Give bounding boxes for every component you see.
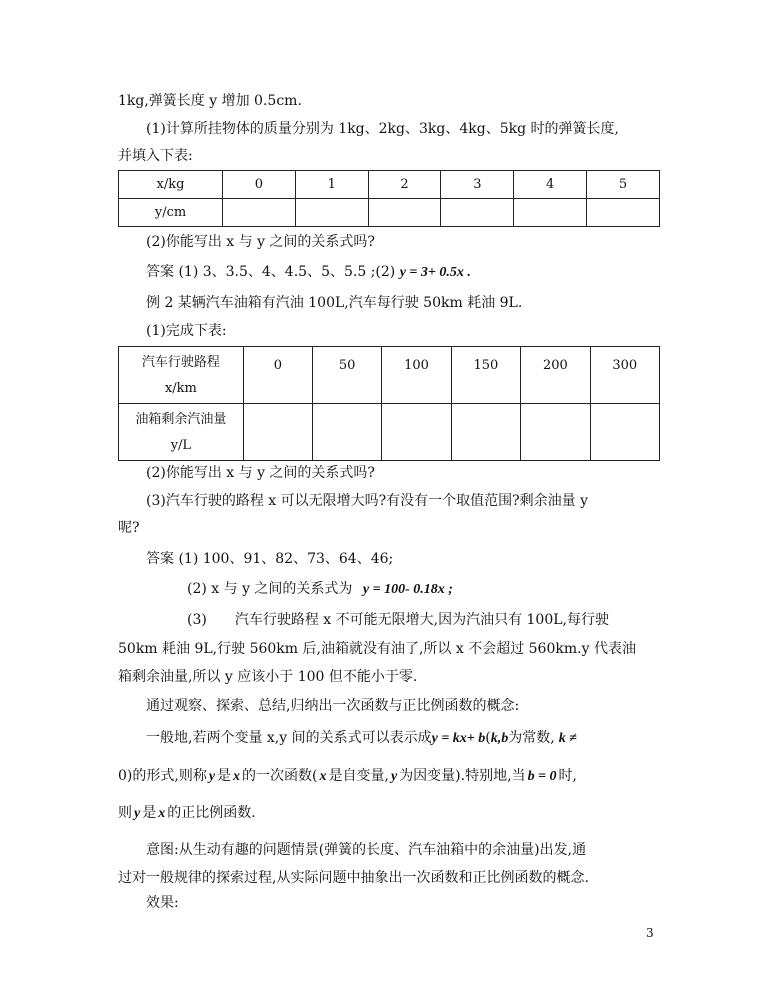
formula: y (134, 806, 141, 821)
cell-text: x/km (164, 381, 197, 396)
table-cell (312, 347, 381, 404)
table-cell (590, 404, 659, 461)
cell-text: 50 (338, 358, 356, 373)
table-cell (382, 404, 451, 461)
formula: k ≠ (558, 731, 577, 746)
cell-text: y/L (170, 438, 192, 453)
text-line: 通过观察、探索、总结,归纳出一次函数与正比例函数的概念: (146, 698, 520, 714)
cell-text: 100 (404, 358, 429, 373)
text-span: 的正比例函数. (167, 805, 256, 821)
table-cell: y/cm (119, 199, 223, 227)
text-line: 意图:从生动有趣的问题情景(弹簧的长度、汽车油箱中的余油量)出发,通 (146, 842, 587, 858)
formula: y = kx+ b (431, 731, 486, 746)
definition-line (118, 803, 256, 824)
table-cell: x/kg (119, 171, 223, 199)
text-line: 并填入下表: (118, 148, 193, 164)
table-cell: 5 (587, 171, 660, 199)
table-cell (521, 347, 590, 404)
cell-text: 200 (542, 358, 568, 373)
text-line: 过对一般规律的探索过程,从实际问题中抽象出一次函数和正比例函数的概念. (118, 870, 589, 886)
text-line: 呢? (118, 520, 140, 536)
table-cell (119, 347, 244, 404)
formula: b = 0 (527, 769, 557, 784)
cell-text: 汽车行驶路程 (141, 355, 220, 370)
text-line: (2)你能写出 x 与 y 之间的关系式吗? (146, 234, 375, 250)
cell-text: 油箱剩余汽油量 (135, 412, 227, 427)
text-line: 答案 (1) 100、91、82、73、64、46; (146, 551, 394, 567)
cell-text: 150 (473, 358, 499, 373)
text-span: 是 (142, 805, 157, 821)
formula: x (233, 769, 241, 784)
table-cell (243, 347, 312, 404)
table-cell (587, 199, 660, 227)
table-cell (451, 347, 520, 404)
text-span: 的一次函数( (242, 768, 318, 784)
text-line: (3) 汽车行驶路程 x 不可能无限增大,因为汽油只有 100L,每行驶 (187, 612, 609, 628)
cell-text: 300 (612, 358, 638, 373)
table-cell: 3 (441, 171, 514, 199)
table-cell (441, 199, 514, 227)
table-cell (514, 199, 587, 227)
cell-text: 0 (273, 358, 283, 373)
table-cell (521, 404, 590, 461)
definition-line (146, 728, 577, 749)
table-cell: 1 (295, 171, 368, 199)
text-span: 时, (558, 768, 577, 784)
table-cell: 4 (514, 171, 587, 199)
table-cell (368, 199, 441, 227)
text-line: 50km 耗油 9L,行驶 560km 后,油箱就没有油了,所以 x 不会超过 560km.y 代表油 (118, 641, 636, 657)
text-line: 例 2 某辆汽车油箱有汽油 100L,汽车每行驶 50km 耗油 9L. (146, 295, 523, 311)
text-line: 箱剩余油量,所以 y 应该小于 100 但不能小于零. (118, 669, 418, 685)
formula: x (158, 806, 166, 821)
text-line: (1)完成下表: (146, 323, 227, 339)
text-span: 是自变量, (328, 768, 389, 784)
text-span: 为因变量).特别地,当 (399, 768, 526, 784)
table-cell (382, 347, 451, 404)
table-cell (119, 404, 244, 461)
table-cell (590, 347, 659, 404)
answer-line (146, 262, 471, 283)
text-line: 1kg,弹簧长度 y 增加 0.5cm. (118, 93, 302, 109)
answer-text: (2) x 与 y 之间的关系式为 (187, 581, 353, 597)
formula: y = 3+ 0.5x . (399, 265, 471, 280)
text-span: 一般地,若两个变量 x,y 间的关系式可以表示成 (146, 730, 432, 746)
text-span: 0)的形式,则称 (118, 768, 207, 784)
text-line: 效果: (146, 895, 179, 911)
table-cell (451, 404, 520, 461)
formula: y (390, 769, 398, 784)
text-span: 为常数, (508, 730, 555, 746)
text-line: (2)你能写出 x 与 y 之间的关系式吗? (146, 465, 375, 481)
formula: x (319, 769, 327, 784)
table-cell (223, 199, 296, 227)
answer-text: 答案 (1) 3、3.5、4、4.5、5、5.5 ;(2) (146, 264, 396, 280)
fuel-table (118, 346, 660, 461)
table-cell: 0 (223, 171, 296, 199)
page-number: 3 (646, 926, 654, 940)
spring-table (118, 170, 660, 227)
table-cell (243, 404, 312, 461)
text-span: 则 (118, 805, 132, 821)
table-cell (312, 404, 381, 461)
text-line: (1)计算所挂物体的质量分别为 1kg、2kg、3kg、4kg、5kg 时的弹簧长度, (146, 121, 619, 137)
answer-line (187, 579, 453, 600)
table-cell: 2 (368, 171, 441, 199)
formula: y = 100- 0.18x ; (362, 582, 453, 597)
definition-line (118, 766, 577, 787)
formula: y (208, 769, 216, 784)
text-span: ( (485, 730, 491, 746)
table-cell (295, 199, 368, 227)
formula: k,b (490, 731, 509, 746)
text-span: 是 (217, 768, 232, 784)
text-line: (3)汽车行驶的路程 x 可以无限增大吗?有没有一个取值范围?剩余油量 y (146, 493, 588, 509)
